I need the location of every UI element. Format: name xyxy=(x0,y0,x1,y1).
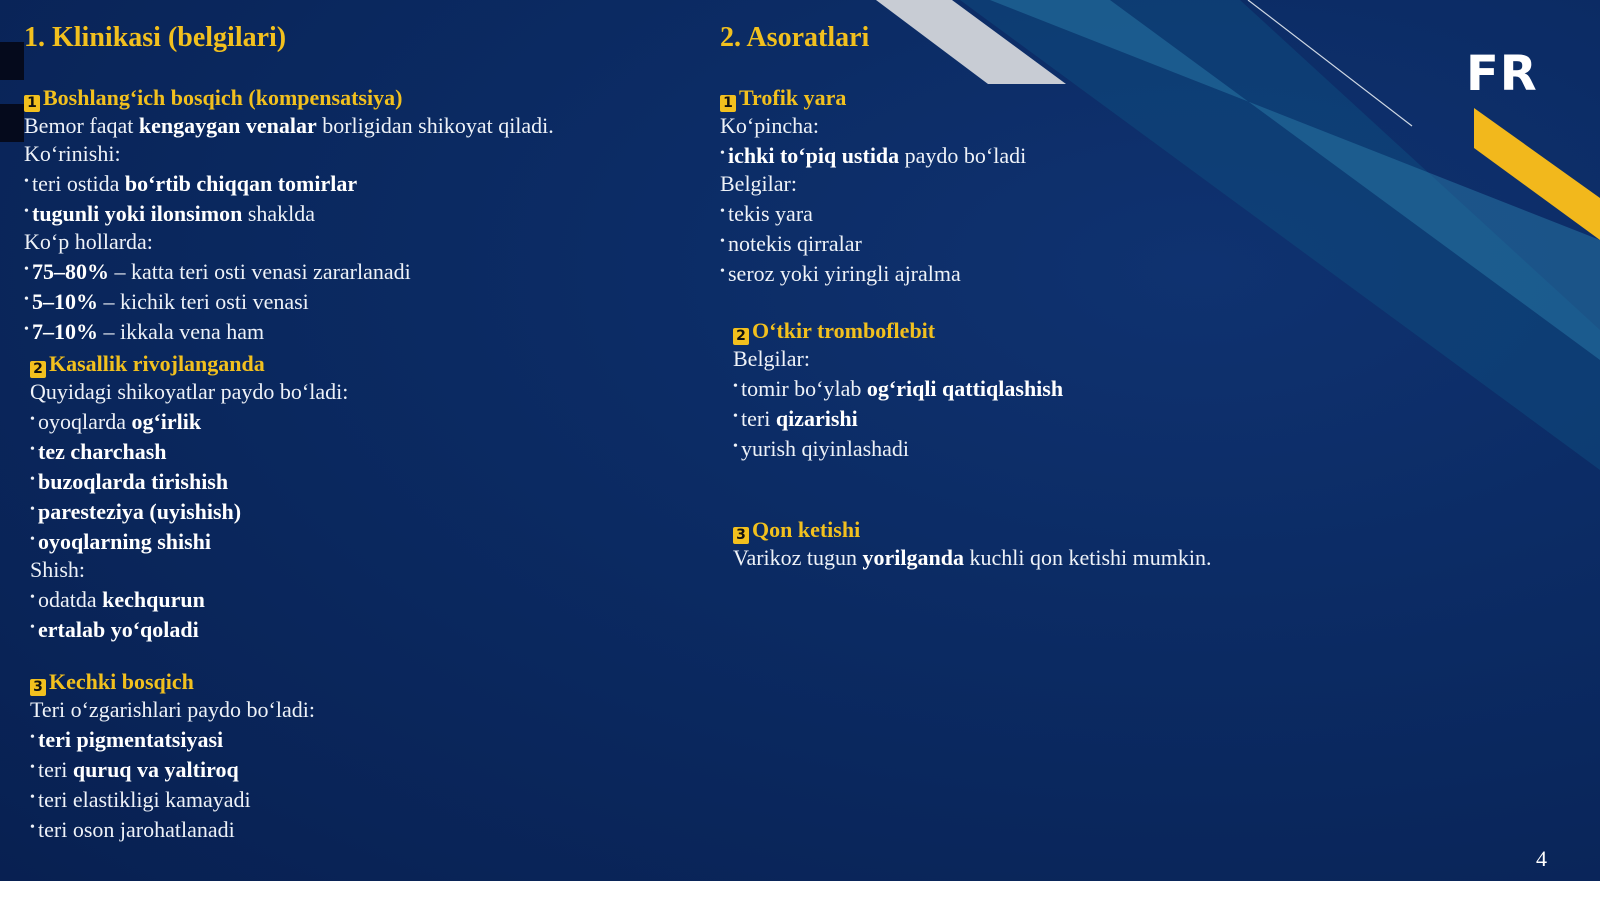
text-line xyxy=(30,696,315,724)
bullet-dot-icon: • xyxy=(733,409,738,424)
bold-text: tez charchash xyxy=(38,439,167,464)
bullet-item xyxy=(30,584,348,614)
text: Belgilar: xyxy=(720,171,797,196)
section-heading xyxy=(24,84,554,112)
bullet-dot-icon: • xyxy=(24,262,29,277)
right-section-1 xyxy=(720,84,1026,288)
text-line xyxy=(24,228,554,256)
bullet-item xyxy=(30,436,348,466)
bullet-dot-icon: • xyxy=(24,322,29,337)
bold-text: kechqurun xyxy=(102,587,205,612)
keycap-2-icon: 2 xyxy=(733,328,749,345)
bullet-item xyxy=(30,814,315,844)
text: shaklda xyxy=(242,201,316,226)
text: teri oson jarohatlanadi xyxy=(38,817,235,842)
text: – katta teri osti venasi zararlanadi xyxy=(109,259,411,284)
text: – kichik teri osti venasi xyxy=(98,289,309,314)
bullet-dot-icon: • xyxy=(24,204,29,219)
bullet-item xyxy=(24,168,554,198)
bold-text: oyoqlarning shishi xyxy=(38,529,212,554)
text: seroz yoki yiringli ajralma xyxy=(728,261,961,286)
text-line xyxy=(733,345,1063,373)
text: tekis yara xyxy=(728,201,813,226)
bullet-item xyxy=(24,256,554,286)
keycap-3-icon: 3 xyxy=(733,527,749,544)
bullet-dot-icon: • xyxy=(24,292,29,307)
text-line xyxy=(733,544,1212,572)
text: odatda xyxy=(38,587,103,612)
bullet-item xyxy=(24,198,554,228)
keycap-1-icon: 1 xyxy=(24,95,40,112)
bullet-item xyxy=(733,373,1063,403)
bullet-item xyxy=(720,198,1026,228)
left-section-1 xyxy=(24,84,554,346)
bold-text: quruq va yaltiroq xyxy=(72,757,239,782)
bullet-dot-icon: • xyxy=(30,442,35,457)
section-heading xyxy=(30,350,348,378)
text: teri ostida xyxy=(32,171,125,196)
section-heading-text: Boshlang‘ich bosqich (kompensatsiya) xyxy=(43,85,403,110)
section-heading xyxy=(720,84,1026,112)
bullet-item xyxy=(30,526,348,556)
bold-text: yorilganda xyxy=(862,545,964,570)
bold-text: og‘irlik xyxy=(131,409,202,434)
bold-text: 5–10% xyxy=(32,289,98,314)
section-heading xyxy=(733,516,1212,544)
text: yurish qiyinlashadi xyxy=(741,436,910,461)
bottom-frame xyxy=(0,881,1600,899)
bold-text: 75–80% xyxy=(32,259,109,284)
bullet-dot-icon: • xyxy=(733,379,738,394)
text-line xyxy=(24,140,554,168)
bullet-item xyxy=(733,433,1063,463)
bullet-item xyxy=(720,140,1026,170)
text: oyoqlarda xyxy=(38,409,132,434)
left-edge-tab-top xyxy=(0,42,24,80)
bullet-dot-icon: • xyxy=(30,730,35,745)
text: tomir bo‘ylab xyxy=(741,376,867,401)
bullet-item xyxy=(30,754,315,784)
bold-text: 7–10% xyxy=(32,319,98,344)
bold-text: tugunli yoki ilonsimon xyxy=(32,201,243,226)
page-number: 4 xyxy=(1536,846,1547,871)
bullet-item xyxy=(30,614,348,644)
left-section-2 xyxy=(30,350,348,644)
text: – ikkala vena ham xyxy=(98,319,265,344)
section-heading-text: Kechki bosqich xyxy=(49,669,194,694)
bullet-dot-icon: • xyxy=(720,204,725,219)
left-column-title: 1. Klinikasi (belgilari) xyxy=(24,22,287,53)
text-line xyxy=(30,378,348,406)
bullet-item xyxy=(720,258,1026,288)
keycap-3-icon: 3 xyxy=(30,679,46,696)
bullet-dot-icon: • xyxy=(30,820,35,835)
bullet-item xyxy=(30,406,348,436)
text-line xyxy=(720,112,1026,140)
text: Ko‘rinishi: xyxy=(24,141,121,166)
text: Belgilar: xyxy=(733,346,810,371)
text: Bemor faqat xyxy=(24,113,139,138)
bullet-item xyxy=(733,403,1063,433)
bold-text: ichki to‘piq ustida xyxy=(728,143,900,168)
bullet-dot-icon: • xyxy=(30,532,35,547)
bullet-item xyxy=(24,286,554,316)
bullet-dot-icon: • xyxy=(30,472,35,487)
text: borligidan shikoyat qiladi. xyxy=(316,113,554,138)
section-heading xyxy=(30,668,315,696)
text-line xyxy=(30,556,348,584)
bullet-dot-icon: • xyxy=(30,620,35,635)
bold-text: bo‘rtib chiqqan tomirlar xyxy=(124,171,358,196)
text: Teri o‘zgarishlari paydo bo‘ladi: xyxy=(30,697,315,722)
bold-text: buzoqlarda tirishish xyxy=(38,469,229,494)
text: notekis qirralar xyxy=(728,231,862,256)
text: teri elastikligi kamayadi xyxy=(38,787,251,812)
text: paydo bo‘ladi xyxy=(899,143,1027,168)
text: Ko‘p hollarda: xyxy=(24,229,153,254)
right-section-3 xyxy=(733,516,1212,572)
right-section-2 xyxy=(733,317,1063,463)
bullet-dot-icon: • xyxy=(24,174,29,189)
right-column-title: 2. Asoratlari xyxy=(720,22,870,53)
bullet-dot-icon: • xyxy=(720,146,725,161)
text-line xyxy=(720,170,1026,198)
keycap-1-icon: 1 xyxy=(720,95,736,112)
bullet-dot-icon: • xyxy=(30,502,35,517)
bold-text: paresteziya (uyishish) xyxy=(38,499,242,524)
bold-text: og‘riqli qattiqlashish xyxy=(866,376,1064,401)
text: teri xyxy=(38,757,73,782)
bullet-dot-icon: • xyxy=(30,412,35,427)
bullet-item xyxy=(24,316,554,346)
bullet-item xyxy=(30,496,348,526)
text: kuchli qon ketishi mumkin. xyxy=(964,545,1212,570)
section-heading xyxy=(733,317,1063,345)
text-line xyxy=(24,112,554,140)
bullet-dot-icon: • xyxy=(30,790,35,805)
text: Ko‘pincha: xyxy=(720,113,819,138)
bullet-dot-icon: • xyxy=(733,439,738,454)
text: Varikoz tugun xyxy=(733,545,863,570)
bullet-dot-icon: • xyxy=(720,264,725,279)
left-edge-tab-bottom xyxy=(0,104,24,142)
keycap-2-icon: 2 xyxy=(30,361,46,378)
text: teri xyxy=(741,406,776,431)
bullet-item xyxy=(30,784,315,814)
bullet-item xyxy=(30,724,315,754)
bold-text: ertalab yo‘qoladi xyxy=(38,617,199,642)
section-heading-text: Kasallik rivojlanganda xyxy=(49,351,265,376)
bold-text: kengaygan venalar xyxy=(138,113,317,138)
bullet-item xyxy=(720,228,1026,258)
section-heading-text: Qon ketishi xyxy=(752,517,861,542)
bullet-dot-icon: • xyxy=(720,234,725,249)
bullet-item xyxy=(30,466,348,496)
bullet-dot-icon: • xyxy=(30,590,35,605)
bullet-dot-icon: • xyxy=(30,760,35,775)
bold-text: qizarishi xyxy=(775,406,858,431)
bold-text: teri pigmentatsiyasi xyxy=(38,727,224,752)
left-section-3 xyxy=(30,668,315,844)
section-heading-text: O‘tkir tromboflebit xyxy=(752,318,936,343)
text: Quyidagi shikoyatlar paydo bo‘ladi: xyxy=(30,379,349,404)
logo-fr: FR xyxy=(1466,46,1538,102)
section-heading-text: Trofik yara xyxy=(739,85,847,110)
text: Shish: xyxy=(30,557,86,582)
